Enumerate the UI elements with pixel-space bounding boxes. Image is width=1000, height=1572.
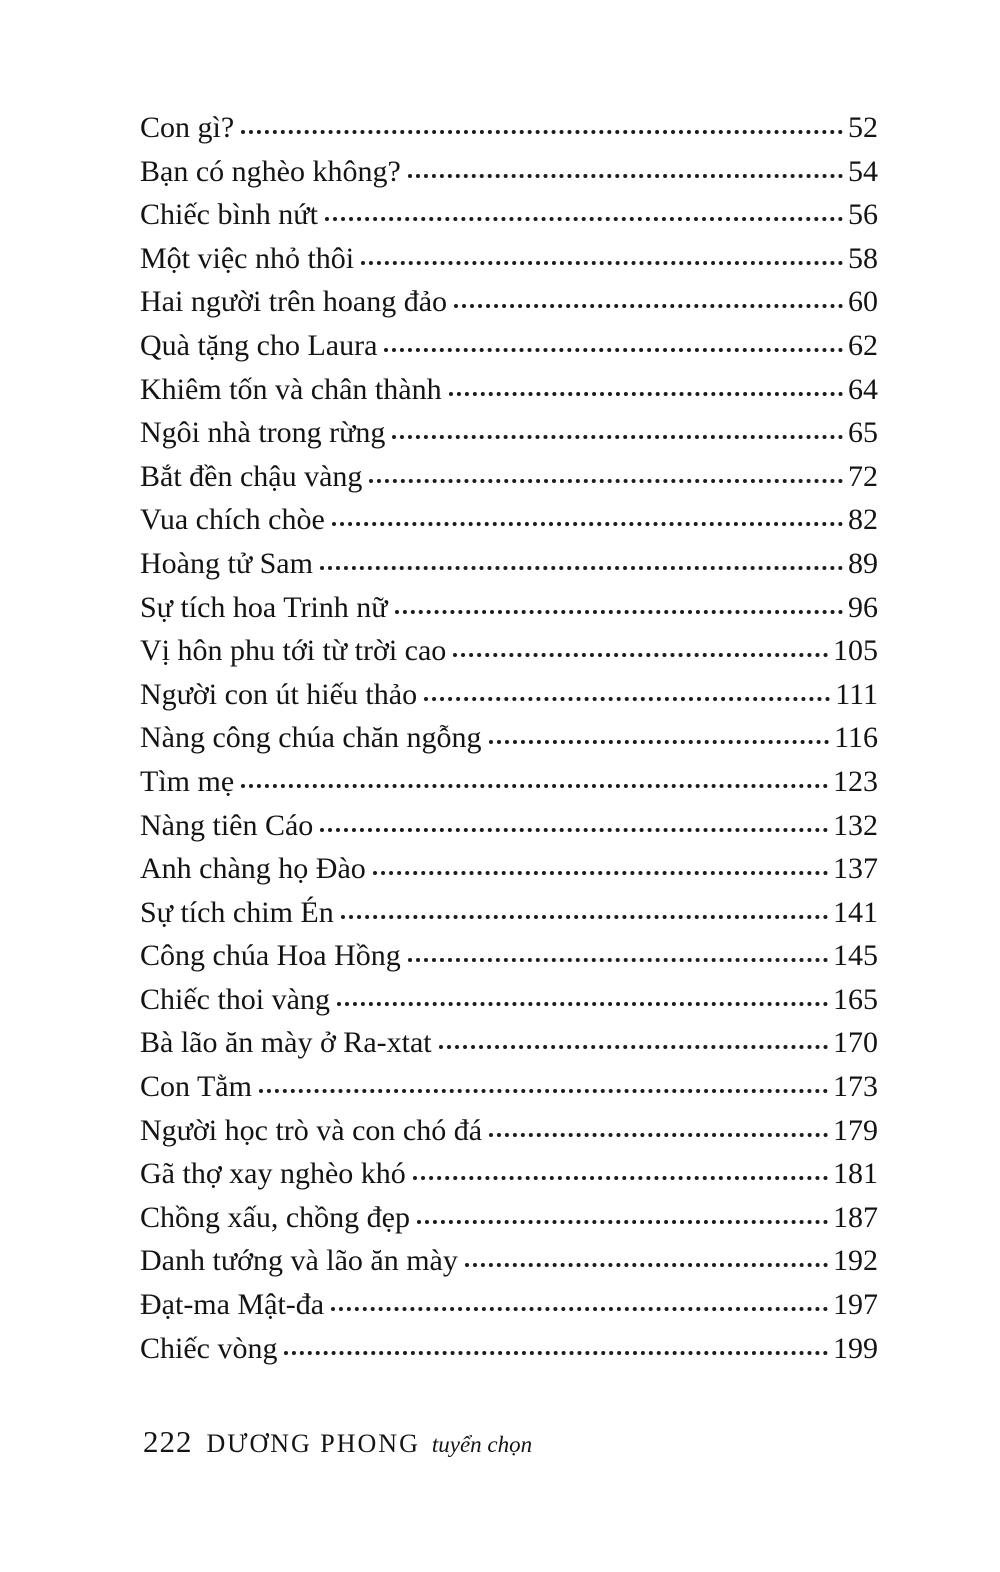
dot-leader xyxy=(369,449,843,483)
toc-entry-title: Người con út hiếu thảo xyxy=(140,677,418,711)
dot-leader xyxy=(241,754,828,788)
toc-entry-page-number: 170 xyxy=(833,1026,878,1060)
toc-entry-title: Quà tặng cho Laura xyxy=(140,328,378,362)
dot-leader xyxy=(332,492,843,526)
toc-entry-title: Con gì? xyxy=(140,111,235,144)
toc-entry-page-number: 58 xyxy=(848,241,878,275)
toc-entry xyxy=(140,1236,878,1280)
toc-entry-page-number: 82 xyxy=(848,503,878,537)
toc-entry-title: Khiêm tốn và chân thành xyxy=(140,372,442,406)
page-footer xyxy=(143,1424,532,1460)
toc-entry-title: Công chúa Hoa Hồng xyxy=(140,939,401,973)
toc-entry xyxy=(140,757,878,801)
toc-entry xyxy=(140,1018,878,1062)
toc-entry-title: Chồng xấu, chồng đẹp xyxy=(140,1200,410,1234)
toc-entry-title: Hoàng tử Sam xyxy=(140,546,313,580)
toc-entry-title: Nàng công chúa chăn ngỗng xyxy=(140,721,482,755)
toc-entry-title: Con Tằm xyxy=(140,1070,252,1104)
toc-entry xyxy=(140,539,878,583)
dot-leader xyxy=(489,1103,828,1137)
toc-entry-title: Tìm mẹ xyxy=(140,764,235,798)
toc-entry-title: Bạn có nghèo không? xyxy=(140,154,401,188)
dot-leader xyxy=(408,144,843,178)
toc-entry-page-number: 165 xyxy=(833,982,878,1016)
toc-entry-title: Đạt-ma Mật-đa xyxy=(140,1288,325,1322)
toc-entry-title: Vị hôn phu tới từ trời cao xyxy=(140,634,447,668)
toc-entry-title: Danh tướng và lão ăn mày xyxy=(140,1244,458,1278)
toc-entry-page-number: 105 xyxy=(833,634,878,668)
toc-entry-page-number: 137 xyxy=(833,852,878,886)
dot-leader xyxy=(373,841,828,875)
toc-entry-page-number: 199 xyxy=(833,1331,878,1365)
toc-entry-title: Vua chích chòe xyxy=(140,503,325,537)
toc-entry-page-number: 187 xyxy=(833,1200,878,1234)
toc-entry xyxy=(140,801,878,845)
toc-entry xyxy=(140,495,878,539)
footer-book-title: DƯƠNG PHONG xyxy=(206,1429,420,1458)
dot-leader xyxy=(241,100,843,134)
toc-entry-page-number: 111 xyxy=(835,677,878,711)
dot-leader xyxy=(439,1015,828,1049)
dot-leader xyxy=(449,362,843,396)
toc-entry-title: Gã thợ xay nghèo khó xyxy=(140,1157,406,1191)
toc-entry xyxy=(140,103,878,147)
toc-entry xyxy=(140,975,878,1019)
toc-entry-title: Nàng tiên Cáo xyxy=(140,808,314,842)
toc-entry-page-number: 192 xyxy=(833,1244,878,1278)
dot-leader xyxy=(413,1146,828,1180)
dot-leader xyxy=(417,1190,828,1224)
toc-entry xyxy=(140,147,878,191)
toc-entry xyxy=(140,408,878,452)
toc-entry-page-number: 72 xyxy=(848,459,878,493)
toc-entry xyxy=(140,931,878,975)
dot-leader xyxy=(284,1321,828,1355)
toc-entry-page-number: 54 xyxy=(848,154,878,188)
toc-entry-title: Sự tích hoa Trinh nữ xyxy=(140,590,388,624)
toc-entry-page-number: 60 xyxy=(848,285,878,319)
dot-leader xyxy=(337,972,828,1006)
dot-leader xyxy=(392,405,843,439)
toc-entry-page-number: 181 xyxy=(833,1157,878,1191)
dot-leader xyxy=(453,623,828,657)
toc-entry-page-number: 64 xyxy=(848,372,878,406)
toc-entry-page-number: 96 xyxy=(848,590,878,624)
toc-entry xyxy=(140,277,878,321)
toc-entry-page-number: 141 xyxy=(833,895,878,929)
dot-leader xyxy=(325,187,843,221)
toc-entry-title: Một việc nhỏ thôi xyxy=(140,241,355,275)
toc-entry xyxy=(140,713,878,757)
toc-entry xyxy=(140,670,878,714)
toc-entry xyxy=(140,583,878,627)
footer-page-number: 222 xyxy=(143,1424,193,1459)
toc-entry xyxy=(140,1062,878,1106)
toc-entry-page-number: 56 xyxy=(848,198,878,232)
dot-leader xyxy=(320,536,843,570)
toc-entry-title: Chiếc thoi vàng xyxy=(140,982,330,1016)
toc-entry-page-number: 123 xyxy=(833,764,878,798)
table-of-contents xyxy=(140,103,878,1367)
toc-entry-page-number: 116 xyxy=(834,721,878,755)
toc-entry-title: Ngôi nhà trong rừng xyxy=(140,416,386,450)
dot-leader xyxy=(408,928,828,962)
toc-entry-title: Sự tích chim Én xyxy=(140,895,334,929)
toc-entry xyxy=(140,1149,878,1193)
toc-entry-title: Người học trò và con chó đá xyxy=(140,1113,483,1147)
toc-entry xyxy=(140,1280,878,1324)
footer-subtitle: tuyển chọn xyxy=(431,1432,533,1457)
toc-entry xyxy=(140,321,878,365)
toc-entry-page-number: 89 xyxy=(848,546,878,580)
dot-leader xyxy=(454,274,843,308)
toc-entry xyxy=(140,190,878,234)
toc-entry-title: Hai người trên hoang đảo xyxy=(140,285,448,319)
dot-leader xyxy=(259,1059,828,1093)
toc-entry xyxy=(140,1193,878,1237)
toc-entry xyxy=(140,365,878,409)
dot-leader xyxy=(320,798,828,832)
dot-leader xyxy=(361,231,843,265)
toc-entry-title: Bắt đền chậu vàng xyxy=(140,459,363,493)
toc-entry-page-number: 173 xyxy=(833,1070,878,1104)
toc-entry-page-number: 65 xyxy=(848,416,878,450)
toc-entry xyxy=(140,1106,878,1150)
toc-entry xyxy=(140,844,878,888)
toc-entry-page-number: 62 xyxy=(848,328,878,362)
toc-entry xyxy=(140,626,878,670)
dot-leader xyxy=(489,710,830,744)
toc-entry-page-number: 52 xyxy=(848,111,878,144)
toc-entry xyxy=(140,452,878,496)
dot-leader xyxy=(341,885,828,919)
dot-leader xyxy=(331,1277,828,1311)
toc-entry-title: Chiếc bình nứt xyxy=(140,198,318,232)
dot-leader xyxy=(424,667,830,701)
toc-entry xyxy=(140,234,878,278)
toc-entry-page-number: 145 xyxy=(833,939,878,973)
dot-leader xyxy=(395,580,843,614)
toc-entry-title: Anh chàng họ Đào xyxy=(140,852,366,886)
dot-leader xyxy=(465,1233,828,1267)
toc-entry-title: Bà lão ăn mày ở Ra-xtat xyxy=(140,1026,432,1060)
toc-entry-page-number: 197 xyxy=(833,1288,878,1322)
dot-leader xyxy=(384,318,843,352)
toc-entry xyxy=(140,1324,878,1368)
toc-entry-page-number: 179 xyxy=(833,1113,878,1147)
toc-entry-page-number: 132 xyxy=(833,808,878,842)
toc-entry-title: Chiếc vòng xyxy=(140,1331,278,1365)
toc-entry xyxy=(140,888,878,932)
